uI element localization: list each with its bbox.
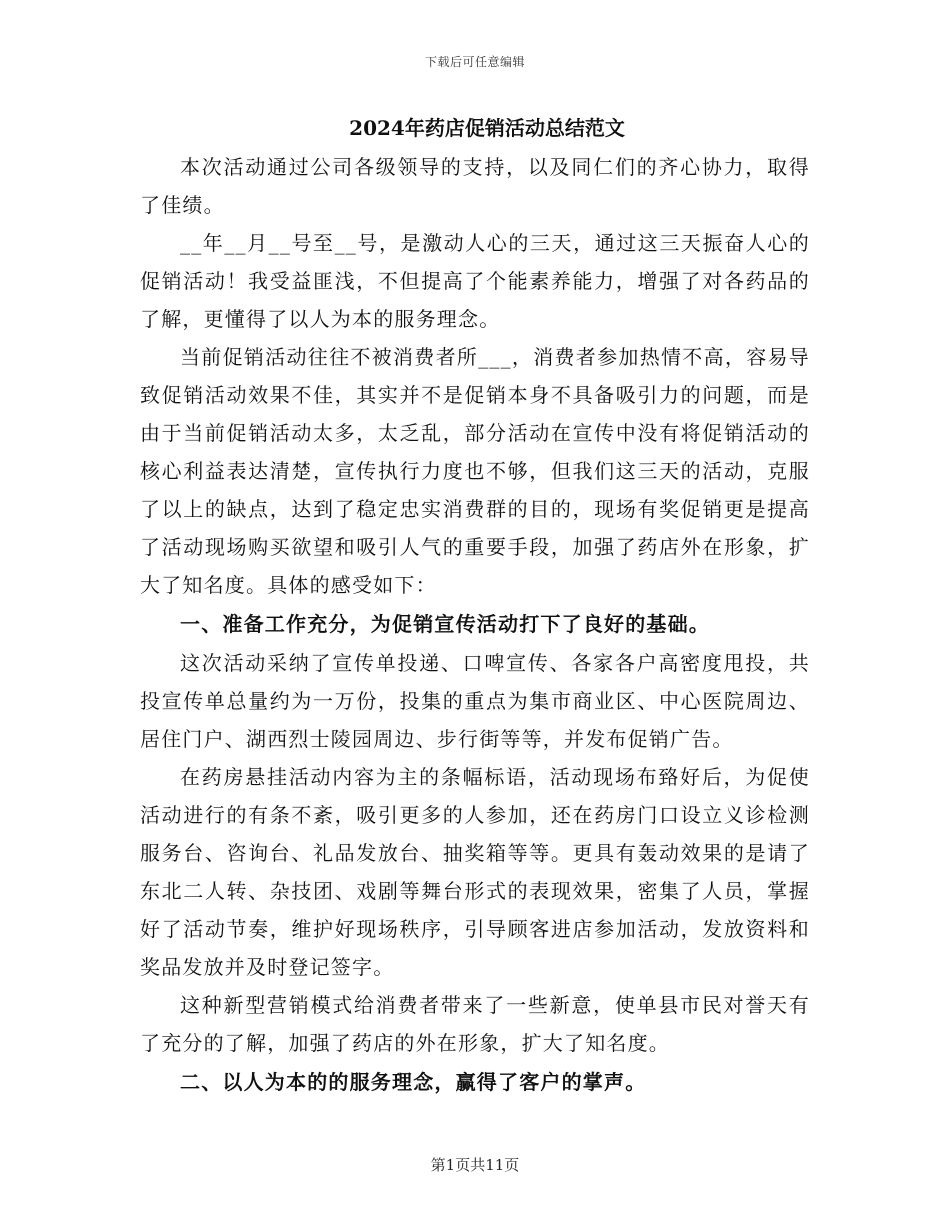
section-heading-1: 一、准备工作充分，为促销宣传活动打下了良好的基础。 (180, 612, 710, 636)
paragraph-new-model: 这种新型营销模式给消费者带来了一些新意，使单县市民对誉天有了充分的了解，加强了药店的外在形象，扩大了知名度。 (140, 993, 810, 1055)
document-body (140, 108, 810, 1102)
paragraph-flyers: 这次活动采纳了宣传单投递、口啤宣传、各家各户高密度甩投，共投宣传单总量约为一万份，投集的重点为集市商业区、中心医院周边、居住门户、湖西烈士陵园周边、步行街等等，并发布促销广告。 (140, 651, 810, 751)
paragraph-intro: 本次活动通过公司各级领导的支持，以及同仁们的齐心协力，取得了佳绩。 (140, 155, 810, 217)
document-title: 2024年药店促销活动总结范文 (349, 116, 625, 140)
page-footer: 第1页共11页 (430, 1156, 520, 1174)
paragraph-dates: __年__月__号至__号，是激动人心的三天，通过这三天振奋人心的促销活动！我受益匪浅，不但提高了个能素养能力，增强了对各药品的了解，更懂得了以人为本的服务理念。 (140, 231, 810, 331)
paragraph-background: 当前促销活动往往不被消费者所___，消费者参加热情不高，容易导致促销活动效果不佳，其实并不是促销本身不具备吸引力的问题，而是由于当前促销活动太多，太乏乱，部分活动在宣传中没有将促销活动的核心利益表达清楚，宣传执行力度也不够，但我们这三天的活动，克服了以上的缺点，达到了稳定忠实消费群的目的，现场有奖促销更是提高了活动现场购买欲望和吸引人气的重要手段，加强了药店外在形象，扩大了知名度。具体的感受如下： (140, 345, 810, 597)
paragraph-onsite: 在药房悬挂活动内容为主的条幅标语，活动现场布臵好后，为促使活动进行的有条不紊，吸引更多的人参加，还在药房门口设立义诊检测服务台、咨询台、礼品发放台、抽奖箱等等。更具有轰动效果的是请了东北二人转、杂技团、戏剧等舞台形式的表现效果，密集了人员，掌握好了活动节奏，维护好现场秩序，引导顾客进店参加活动，发放资料和奖品发放并及时登记签字。 (140, 765, 810, 979)
section-heading-2: 二、以人为本的的服务理念，赢得了客户的掌声。 (180, 1070, 647, 1094)
header-note: 下载后可任意编辑 (424, 55, 525, 69)
